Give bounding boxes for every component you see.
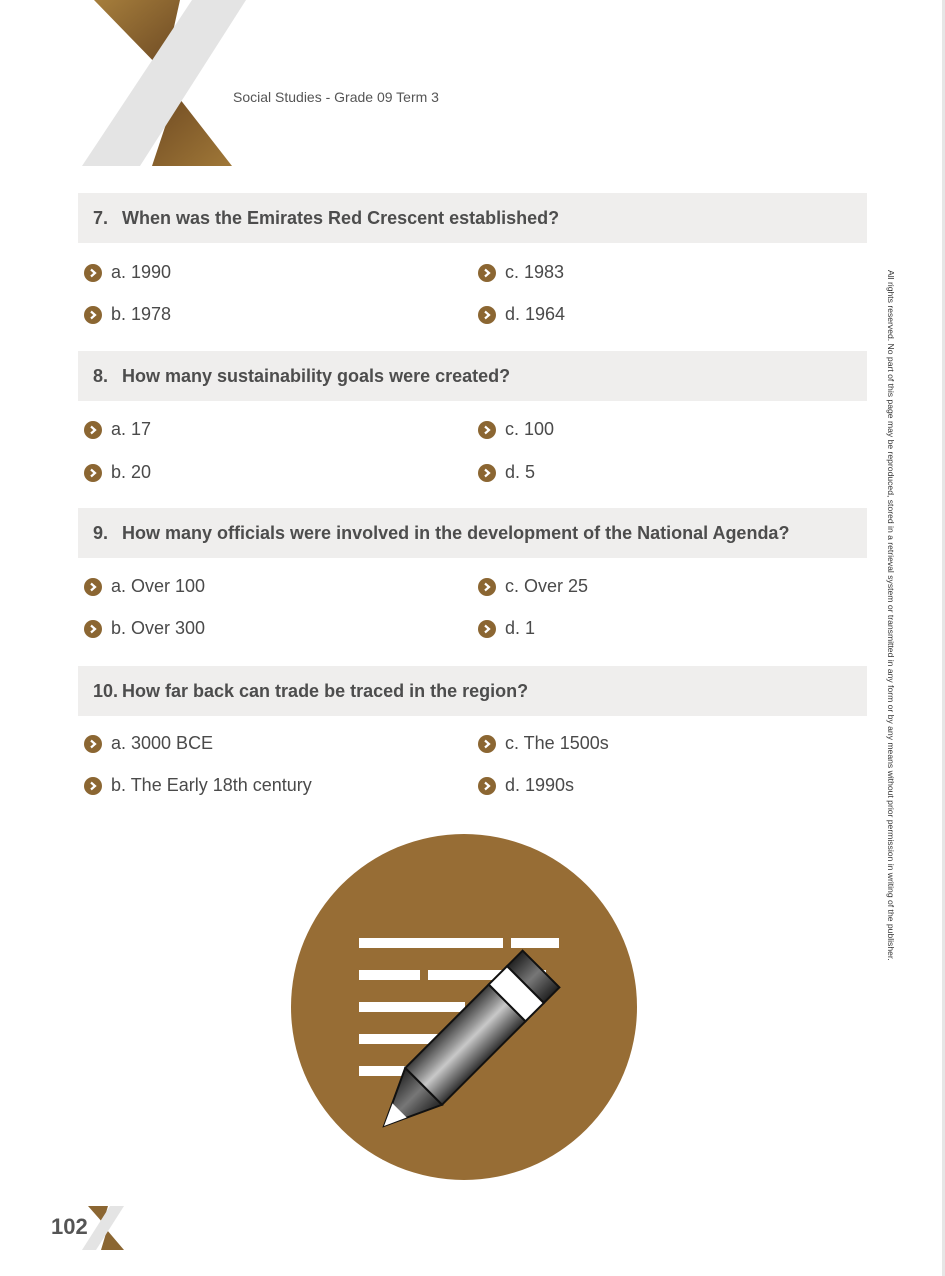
- option-a[interactable]: [84, 576, 205, 597]
- chevron-right-icon: [478, 464, 496, 482]
- question-bar: [78, 193, 867, 243]
- option-c[interactable]: [478, 419, 554, 440]
- question-bar: [78, 351, 867, 401]
- chevron-right-icon: [84, 735, 102, 753]
- option-label: a. 1990: [111, 262, 172, 282]
- chevron-right-icon: [84, 306, 102, 324]
- chevron-right-icon: [84, 421, 102, 439]
- option-label: c. Over 25: [505, 576, 589, 596]
- option-label: c. 1983: [505, 262, 565, 282]
- page-number: 102: [51, 1214, 88, 1239]
- option-label: c. The 1500s: [505, 733, 609, 753]
- x-logo-small: [82, 1206, 126, 1250]
- question-10: [78, 666, 867, 826]
- chevron-right-icon: [478, 578, 496, 596]
- chevron-right-icon: [478, 264, 496, 282]
- chevron-right-icon: [84, 777, 102, 795]
- option-label: a. Over 100: [111, 576, 206, 596]
- x-logo: [82, 0, 252, 168]
- question-number: 9.: [93, 522, 109, 543]
- option-c[interactable]: [478, 576, 588, 597]
- chevron-right-icon: [478, 306, 496, 324]
- chevron-right-icon: [478, 421, 496, 439]
- question-bar: [78, 508, 867, 558]
- option-a[interactable]: [84, 262, 171, 283]
- chevron-right-icon: [84, 264, 102, 282]
- option-label: b. 1978: [111, 304, 172, 324]
- option-a[interactable]: [84, 733, 213, 754]
- option-b[interactable]: [84, 462, 151, 483]
- question-text: How many sustainability goals were created?: [122, 365, 511, 386]
- question-number: 8.: [93, 365, 109, 386]
- option-a[interactable]: [84, 419, 151, 440]
- chevron-right-icon: [84, 578, 102, 596]
- question-text: When was the Emirates Red Crescent established?: [122, 207, 560, 228]
- rights-notice: All rights reserved. No part of this page may be reproduced, stored in a retrieval system or transmitted in any form or by any means without prior permission in writing of the publisher.: [886, 270, 896, 961]
- option-b[interactable]: [84, 618, 205, 639]
- chevron-right-icon: [478, 620, 496, 638]
- question-7: [78, 193, 867, 353]
- option-label: b. Over 300: [111, 618, 206, 638]
- option-label: d. 1964: [505, 304, 566, 324]
- question-8: [78, 351, 867, 511]
- option-label: c. 100: [505, 419, 555, 439]
- chevron-right-icon: [84, 620, 102, 638]
- option-label: d. 1: [505, 618, 536, 638]
- option-c[interactable]: [478, 262, 564, 283]
- option-d[interactable]: [478, 462, 535, 483]
- option-b[interactable]: [84, 775, 312, 796]
- option-label: a. 3000 BCE: [111, 733, 214, 753]
- writing-activity-icon: [291, 834, 637, 1180]
- chevron-right-icon: [478, 735, 496, 753]
- option-d[interactable]: [478, 618, 535, 639]
- question-text: How many officials were involved in the development of the National Agenda?: [122, 522, 790, 543]
- chevron-right-icon: [478, 777, 496, 795]
- subject-title: Social Studies - Grade 09 Term 3: [233, 89, 439, 105]
- chevron-right-icon: [84, 464, 102, 482]
- option-b[interactable]: [84, 304, 171, 325]
- option-label: d. 1990s: [505, 775, 575, 795]
- option-label: a. 17: [111, 419, 152, 439]
- question-number: 10.: [93, 680, 119, 701]
- question-text: How far back can trade be traced in the region?: [122, 680, 529, 701]
- option-d[interactable]: [478, 304, 565, 325]
- option-label: b. The Early 18th century: [111, 775, 312, 795]
- question-bar: [78, 666, 867, 716]
- question-number: 7.: [93, 207, 109, 228]
- option-label: d. 5: [505, 462, 536, 482]
- option-label: b. 20: [111, 462, 152, 482]
- option-c[interactable]: [478, 733, 609, 754]
- option-d[interactable]: [478, 775, 574, 796]
- question-9: [78, 508, 867, 668]
